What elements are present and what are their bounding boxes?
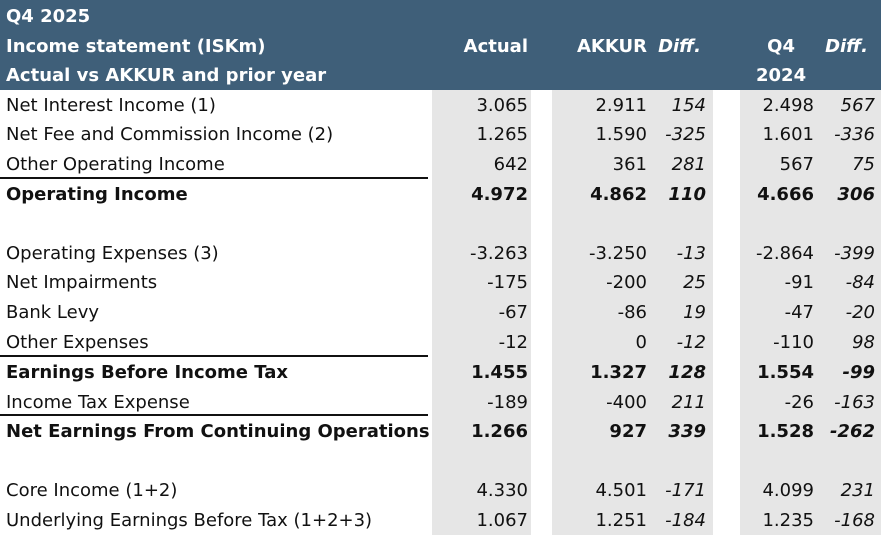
akkur-value: 361 [612, 154, 647, 175]
akkur-value: 1.590 [595, 124, 647, 145]
table-row [0, 150, 881, 179]
akkur-value: 4.862 [590, 184, 647, 205]
row-divider [0, 414, 428, 416]
akkur-value: -200 [606, 272, 647, 293]
akkur-value: -400 [606, 392, 647, 413]
prior-year-value: 2.498 [762, 95, 814, 116]
prior-year-value: -26 [784, 392, 814, 413]
akkur-value: 1.327 [590, 362, 647, 383]
diff-akkur-value: 281 [671, 154, 706, 175]
akkur-value: 927 [609, 421, 647, 442]
column-header-diff-prior: Diff. [825, 36, 868, 57]
table-row-total [0, 417, 881, 446]
actual-value: 1.455 [471, 362, 528, 383]
row-label: Earnings Before Income Tax [6, 362, 288, 383]
diff-akkur-value: 19 [683, 302, 706, 323]
row-divider [0, 177, 428, 179]
prior-year-value: 4.099 [762, 480, 814, 501]
row-label: Operating Income [6, 184, 188, 205]
diff-akkur-value: 339 [668, 421, 706, 442]
diff-akkur-value: 110 [668, 184, 706, 205]
diff-prior-value: -99 [842, 362, 875, 383]
table-header [0, 0, 881, 90]
column-header-diff-akkur: Diff. [658, 36, 701, 57]
row-label: Other Operating Income [6, 154, 225, 175]
diff-akkur-value: -325 [665, 124, 706, 145]
actual-value: 1.265 [476, 124, 528, 145]
diff-prior-value: 231 [840, 480, 875, 501]
prior-year-value: -110 [773, 332, 814, 353]
prior-year-value: 567 [779, 154, 814, 175]
diff-akkur-value: -13 [676, 243, 706, 264]
row-label: Net Earnings From Continuing Operations [6, 421, 430, 442]
row-label: Net Fee and Commission Income (2) [6, 124, 334, 145]
row-divider [0, 355, 428, 357]
prior-year-value: -2.864 [755, 243, 814, 264]
diff-prior-value: -84 [845, 272, 875, 293]
actual-value: -175 [487, 272, 528, 293]
prior-year-value: 1.528 [757, 421, 814, 442]
diff-prior-value: 567 [840, 95, 875, 116]
diff-akkur-value: -184 [665, 510, 706, 531]
column-header-akkur: AKKUR [577, 36, 647, 57]
prior-year-value: -47 [784, 302, 814, 323]
table-row-subtotal [0, 180, 881, 209]
actual-value: -12 [498, 332, 528, 353]
table-row [0, 506, 881, 535]
prior-year-value: 4.666 [757, 184, 814, 205]
diff-akkur-value: 25 [683, 272, 706, 293]
prior-year-value: 1.601 [762, 124, 814, 145]
period-label: Q4 2025 [6, 6, 91, 27]
diff-prior-value: 306 [837, 184, 875, 205]
row-label: Other Expenses [6, 332, 149, 353]
actual-value: 4.972 [471, 184, 528, 205]
table-row [0, 298, 881, 327]
akkur-value: -86 [617, 302, 647, 323]
diff-prior-value: -163 [834, 392, 875, 413]
diff-prior-value: -336 [834, 124, 875, 145]
diff-prior-value: 75 [852, 154, 875, 175]
table-row [0, 268, 881, 297]
table-row [0, 388, 881, 417]
actual-value: -3.263 [469, 243, 528, 264]
actual-value: 1.067 [476, 510, 528, 531]
actual-value: 642 [493, 154, 528, 175]
row-label: Bank Levy [6, 302, 100, 323]
diff-akkur-value: -171 [665, 480, 706, 501]
column-header-prior-year: 2024 [756, 65, 807, 86]
row-label: Core Income (1+2) [6, 480, 178, 501]
diff-akkur-value: 128 [668, 362, 706, 383]
diff-prior-value: -399 [834, 243, 875, 264]
table-row [0, 476, 881, 505]
row-label: Net Impairments [6, 272, 158, 293]
prior-year-value: 1.554 [757, 362, 814, 383]
column-header-prior-quarter: Q4 [767, 36, 795, 57]
table-row [0, 120, 881, 149]
actual-value: -67 [498, 302, 528, 323]
diff-akkur-value: -12 [676, 332, 706, 353]
row-label: Net Interest Income (1) [6, 95, 216, 116]
akkur-value: -3.250 [588, 243, 647, 264]
actual-value: -189 [487, 392, 528, 413]
akkur-value: 0 [635, 332, 647, 353]
table-row [0, 328, 881, 357]
statement-title: Income statement (ISKm) [6, 36, 266, 57]
actual-value: 1.266 [471, 421, 528, 442]
diff-prior-value: -20 [845, 302, 875, 323]
row-label: Underlying Earnings Before Tax (1+2+3) [6, 510, 373, 531]
diff-prior-value: 98 [852, 332, 875, 353]
diff-prior-value: -168 [834, 510, 875, 531]
prior-year-value: -91 [784, 272, 814, 293]
actual-value: 4.330 [476, 480, 528, 501]
diff-prior-value: -262 [829, 421, 875, 442]
akkur-value: 1.251 [595, 510, 647, 531]
table-row-subtotal [0, 358, 881, 387]
diff-akkur-value: 211 [671, 392, 706, 413]
row-label: Income Tax Expense [6, 392, 190, 413]
akkur-value: 4.501 [595, 480, 647, 501]
table-row [0, 239, 881, 268]
row-label: Operating Expenses (3) [6, 243, 219, 264]
actual-value: 3.065 [476, 95, 528, 116]
prior-year-value: 1.235 [762, 510, 814, 531]
table-row [0, 91, 881, 120]
statement-subtitle: Actual vs AKKUR and prior year [6, 65, 327, 86]
diff-akkur-value: 154 [671, 95, 706, 116]
column-header-actual: Actual [463, 36, 528, 57]
akkur-value: 2.911 [595, 95, 647, 116]
